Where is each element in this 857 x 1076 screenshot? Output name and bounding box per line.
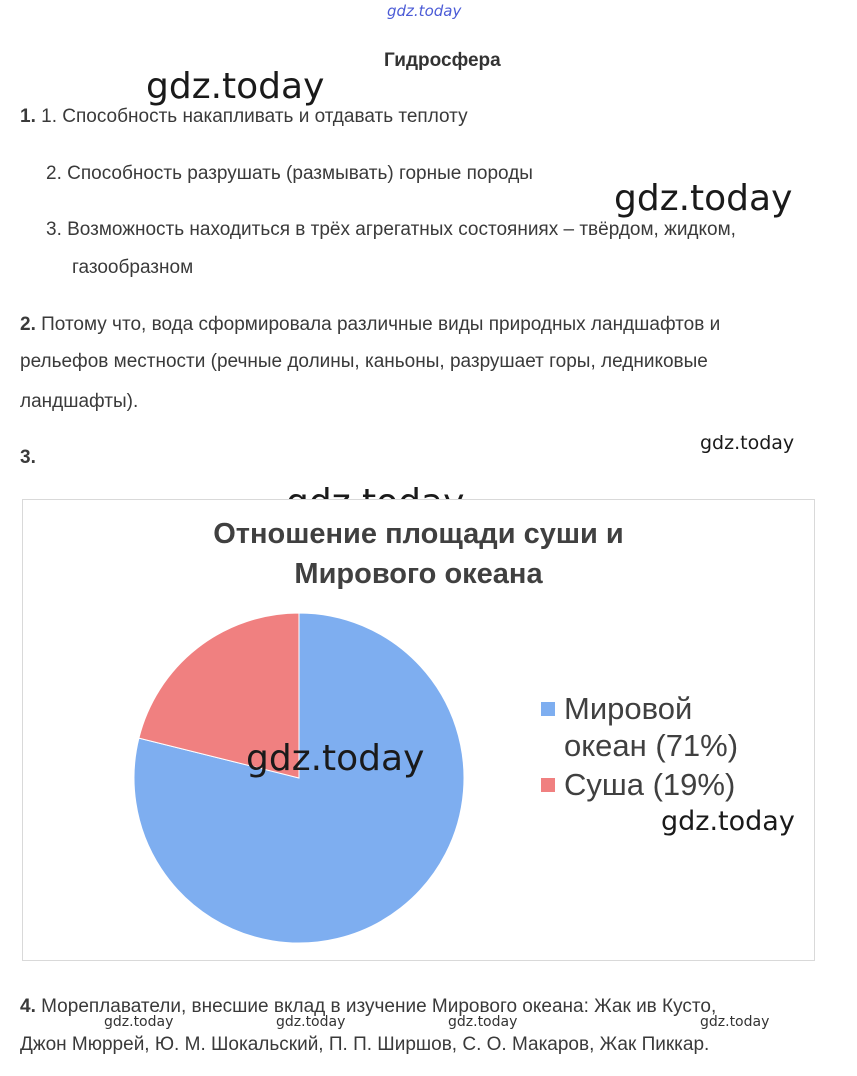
watermark: gdz.today: [448, 1014, 518, 1030]
watermark: gdz.today: [700, 1014, 770, 1030]
question-number: 1.: [20, 106, 36, 127]
answer-line: газообразном: [72, 257, 194, 278]
legend-label: океан (71%): [564, 728, 739, 763]
answer-line: 2. Способность разрушать (размывать) горные породы: [46, 163, 533, 184]
answer-line: рельефов местности (речные долины, каньоны, разрушает горы, ледниковые: [20, 351, 708, 372]
question-number: 3.: [20, 447, 36, 468]
chart-title-line: Мирового океана: [294, 558, 543, 590]
legend-label: Мировой: [564, 691, 693, 726]
answer-line: 3. Возможность находиться в трёх агрегатных состояниях – твёрдом, жидком,: [46, 219, 736, 240]
answer-line: 1. Способность накапливать и отдавать теплоту: [41, 106, 468, 127]
watermark: gdz.today: [614, 178, 793, 219]
watermark-top: gdz.today: [387, 2, 462, 20]
watermark: gdz.today: [700, 432, 795, 454]
watermark: gdz.today: [276, 1014, 346, 1030]
legend-swatch-land: [541, 778, 555, 792]
answer-line: Джон Мюррей, Ю. М. Шокальский, П. П. Ширшов, С. О. Макаров, Жак Пиккар.: [20, 1034, 710, 1055]
watermark: gdz.today: [246, 738, 425, 779]
page-title: Гидросфера: [384, 50, 501, 71]
pie-chart: [22, 499, 815, 961]
watermark: gdz.today: [661, 806, 795, 837]
legend-swatch-ocean: [541, 702, 555, 716]
question-1: [20, 106, 468, 128]
chart-title-line: Отношение площади суши и: [213, 518, 624, 550]
legend-label: Суша (19%): [564, 767, 736, 802]
answer-line: Потому что, вода сформировала различные виды природных ландшафтов и: [35, 314, 721, 335]
question-number: 2.: [20, 314, 36, 335]
answer-line: ландшафты).: [20, 391, 139, 412]
watermark: gdz.today: [146, 66, 325, 107]
answer-line: Мореплаватели, внесшие вклад в изучение Мирового океана: Жак ив Кусто,: [35, 996, 717, 1017]
question-number: 4.: [20, 996, 36, 1017]
question-2: [20, 314, 720, 336]
watermark: gdz.today: [104, 1014, 174, 1030]
